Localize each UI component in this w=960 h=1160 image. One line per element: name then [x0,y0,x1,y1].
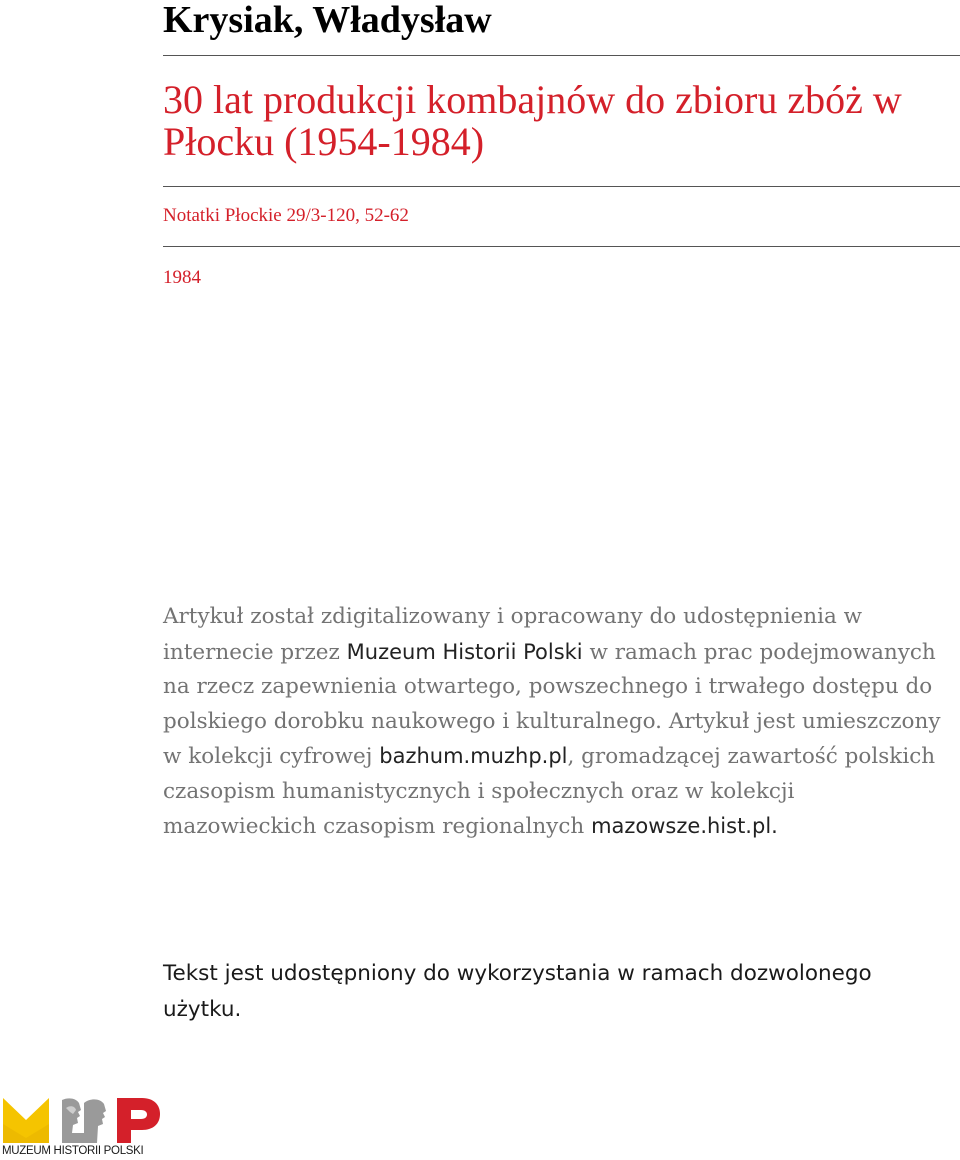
museum-logo [0,1094,170,1160]
notice-text: Artykuł został zdigitalizowany i opracowany do udostępnienia w internecie przez [163,604,863,665]
mhp-logo-icon [0,1094,170,1146]
source-citation: Notatki Płockie 29/3-120, 52-62 [163,205,409,226]
mazowsze-link[interactable]: mazowsze.hist.pl [591,814,772,838]
logo-caption: MUZEUM HISTORII POLSKI [2,1145,144,1157]
museum-name: Muzeum Historii Polski [346,639,583,664]
divider [163,246,960,247]
publication-year: 1984 [163,267,201,288]
logo-h-mark [62,1098,106,1143]
notice-text: , gromadzącej zawartość polskich czasopism humanistycznych i społecznych oraz w kolekcji mazowieckich czasopism regionalnych [163,744,936,839]
license-statement: Tekst jest udostępniony do wykorzystania w ramach dozwolonego użytku. [163,961,872,1022]
author-name: Krysiak, Władysław [163,0,492,41]
notice-text: w ramach prac podejmowanych na rzecz zapewnienia otwartego, powszechnego i trwałego dostępu do polskiego dorobku naukowego i kulturalnego. Artykuł jest umieszczony w kolekcji cyfrowej [163,639,941,769]
divider [163,55,960,56]
divider [163,186,960,187]
logo-p-mark [117,1098,160,1143]
digitization-notice [163,600,943,845]
article-title: 30 lat produkcji kombajnów do zbioru zbóż w Płocku (1954-1984) [163,77,902,164]
notice-text: . [771,814,778,838]
bazhum-link[interactable]: bazhum.muzhp.pl [379,744,568,768]
